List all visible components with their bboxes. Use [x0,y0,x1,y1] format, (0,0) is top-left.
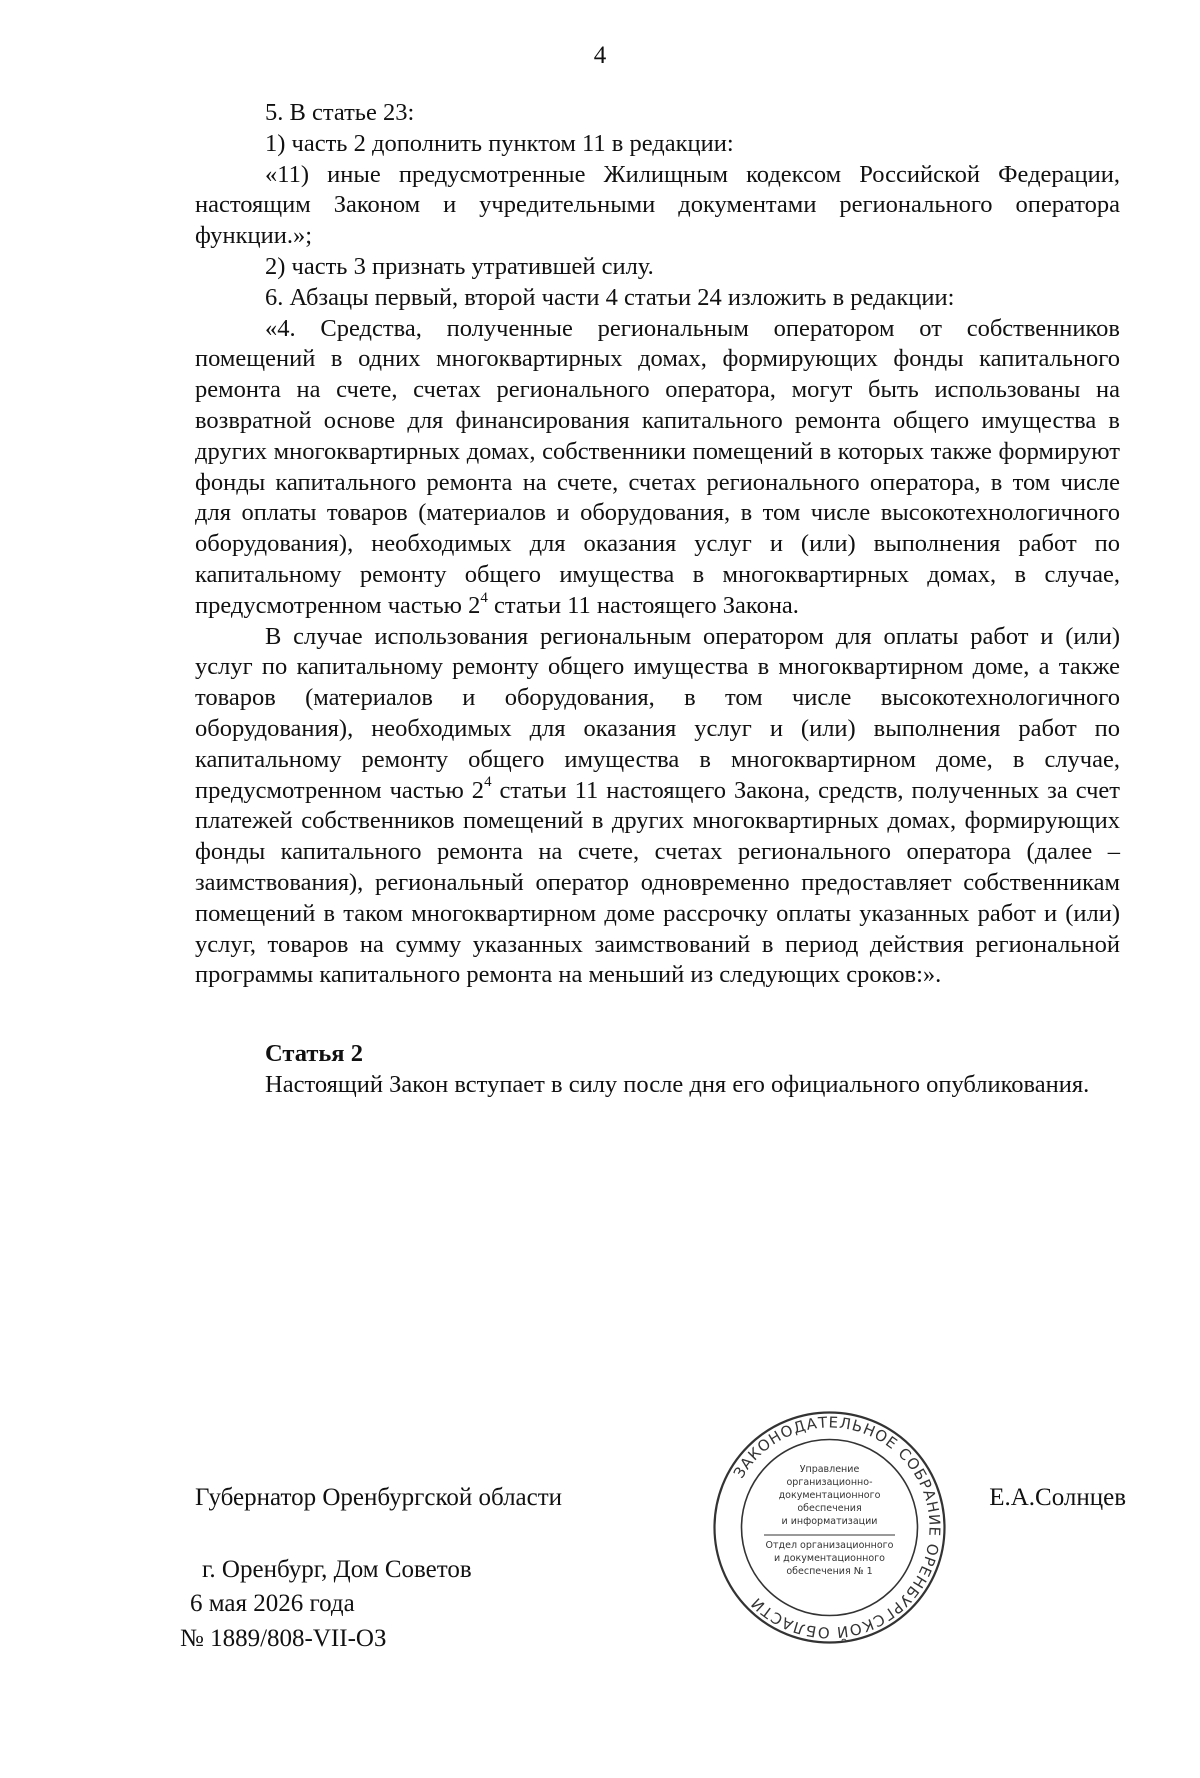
article-text: Настоящий Закон вступает в силу после дня его официального опубликования. [265,1070,1090,1098]
superscript: 4 [484,774,492,791]
seal-line: Отдел организационного [765,1540,894,1551]
seal-outer-text: ЗАКОНОДАТЕЛЬНОЕ СОБРАНИЕ ОРЕНБУРГСКОЙ ОБЛАСТИ [729,1413,944,1642]
paragraph: 1) часть 2 дополнить пунктом 11 в редакции: [265,129,734,157]
paragraph: 6. Абзацы первый, второй части 4 статьи 24 изложить в редакции: [265,283,955,311]
seal-line: Управление [799,1464,860,1475]
signing-place: г. Оренбург, Дом Советов [202,1556,472,1583]
paragraph: 2) часть 3 признать утратившей силу. [265,252,654,280]
paragraph-text: В случае использования региональным оператором для оплаты работ и (или) услуг по капитальному ремонту общего имущества в многоквартирном доме, а также товаров (материалов и оборудования, в том числе высокотехнологичного оборудования), необходимых для оказания услуг и (или) выполнения работ по капитальному ремонту общего имущества в многоквартирном доме, в случае, предусмотренном частью 2 [195,622,1120,804]
official-seal [712,1410,947,1645]
seal-line: обеспечения [797,1503,862,1514]
paragraph [195,314,1120,622]
seal-line: и документационного [773,1553,886,1564]
law-number: № 1889/808-VII-ОЗ [180,1625,387,1652]
seal-line: документационного [778,1490,881,1501]
paragraph: 5. В статье 23: [265,99,415,126]
article-title: Статья 2 [265,1040,363,1068]
signatory-name: Е.А.Солнцев [989,1484,1126,1511]
signatory-position: Губернатор Оренбургской области [195,1484,563,1511]
page-number: 4 [593,42,607,69]
document-body [195,98,1120,1101]
seal-line: организационно- [786,1477,873,1488]
paragraph-text: статьи 11 настоящего Закона. [487,591,799,619]
paragraph-text: статьи 11 настоящего Закона, средств, полученных за счет платежей собственников помещений в других многоквартирных домах, формирующих фонды капитального ремонта на счете, счетах регионального оператора (далее – заимствования), региональный оператор одновременно предоставляет собственникам помещений в таком многоквартирном доме рассрочку оплаты указанных работ и (или) услуг, товаров на сумму указанных заимствований в период действия региональной программы капитального ремонта на меньший из следующих сроков:». [195,776,1120,989]
paragraph [195,622,1120,992]
seal-line: и информатизации [781,1516,878,1527]
superscript: 4 [480,589,488,606]
paragraph-text: «4. Средства, полученные региональным оператором от собственников помещений в одних многоквартирных домах, формирующих фонды капитального ремонта на счете, счетах регионального оператора, могут быть использованы на возвратной основе для финансирования капитального ремонта общего имущества в других многоквартирных домах, собственники помещений в которых также формируют фонды капитального ремонта на счете, счетах регионального оператора, в том числе для оплаты товаров (материалов и оборудования, в том числе высокотехнологичного оборудования), необходимых для оказания услуг и (или) выполнения работ по капитальному ремонту общего имущества в многоквартирных домах, в случае, предусмотренном частью 2 [195,314,1120,619]
seal-line: обеспечения № 1 [786,1566,873,1577]
paragraph: «11) иные предусмотренные Жилищным кодексом Российской Федерации, настоящим Законом и учредительными документами регионального оператора функции.»; [195,160,1120,250]
signing-date: 6 мая 2026 года [190,1590,355,1617]
